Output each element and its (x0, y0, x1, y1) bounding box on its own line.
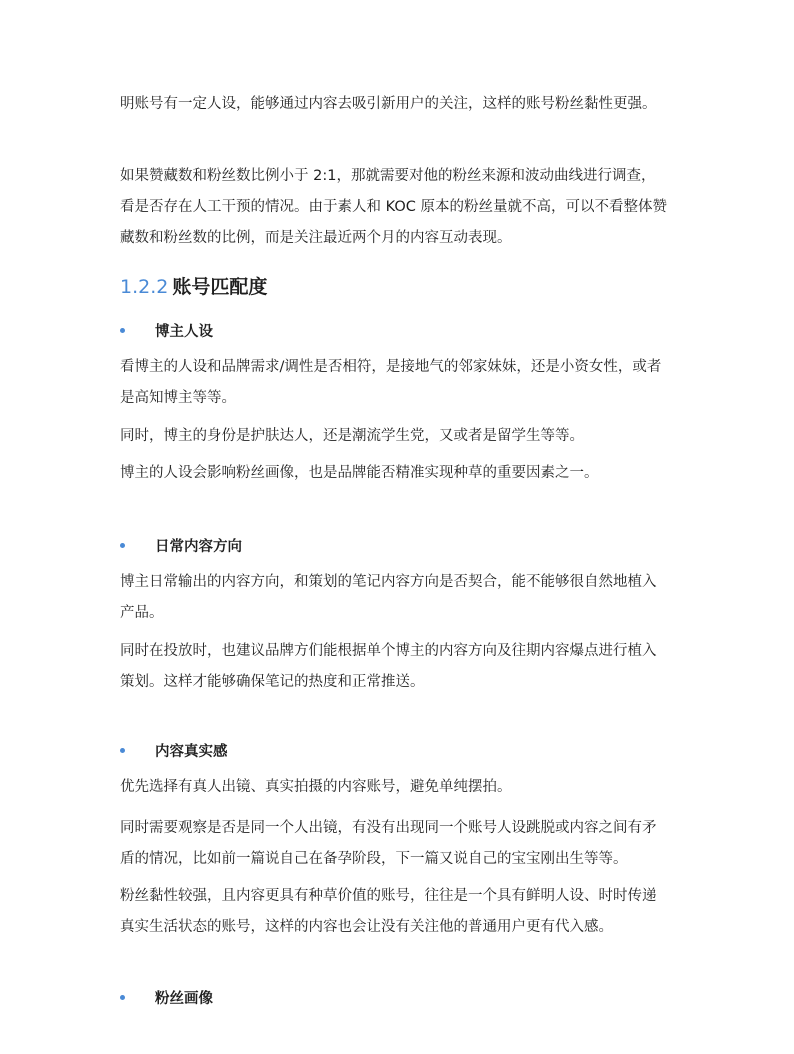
intro-paragraph-2-line-2: 看是否存在人工干预的情况。由于素人和 KOC 原本的粉丝量就不高，可以不看整体赞 (120, 199, 667, 215)
bullet-authenticity (118, 738, 228, 762)
authenticity-line-2: 同时需要观察是否是同一个人出镜，有没有出现同一个账号人设跳脱或内容之间有矛 (120, 820, 657, 836)
bullet-dot-icon (120, 328, 125, 333)
bullet-label: 日常内容方向 (155, 538, 242, 555)
authenticity-line-5: 真实生活状态的账号，这样的内容也会让没有关注他的普通用户更有代入感。 (120, 919, 613, 935)
persona-line-2: 是高知博主等等。 (120, 390, 236, 406)
bullet-dot-icon (120, 543, 125, 548)
intro-paragraph-2-line-3: 藏数和粉丝数的比例，而是关注最近两个月的内容互动表现。 (120, 230, 512, 246)
section-title: 账号匹配度 (172, 276, 268, 298)
persona-line-1: 看博主的人设和品牌需求/调性是否相符，是接地气的邻家妹妹，还是小资女性，或者 (120, 359, 662, 375)
bullet-label: 博主人设 (155, 323, 213, 340)
direction-line-4: 策划。这样才能够确保笔记的热度和正常推送。 (120, 674, 425, 690)
section-heading (120, 272, 267, 302)
intro-paragraph-2-line-1: 如果赞藏数和粉丝数比例小于 2:1，那就需要对他的粉丝来源和波动曲线进行调查， (120, 168, 656, 184)
section-number: 1.2.2 (120, 276, 169, 298)
direction-line-1: 博主日常输出的内容方向，和策划的笔记内容方向是否契合，能不能够很自然地植入 (120, 574, 657, 590)
bullet-persona (118, 318, 213, 342)
bullet-fan-profile (118, 985, 213, 1009)
authenticity-line-4: 粉丝黏性较强，且内容更具有种草价值的账号，往往是一个具有鲜明人设、时时传递 (120, 888, 657, 904)
bullet-label: 内容真实感 (155, 743, 228, 760)
intro-paragraph-1: 明账号有一定人设，能够通过内容去吸引新用户的关注，这样的账号粉丝黏性更强。 (120, 96, 657, 112)
bullet-content-direction (118, 533, 242, 557)
direction-line-3: 同时在投放时，也建议品牌方们能根据单个博主的内容方向及往期内容爆点进行植入 (120, 643, 657, 659)
persona-line-3: 同时，博主的身份是护肤达人，还是潮流学生党，又或者是留学生等等。 (120, 428, 584, 444)
authenticity-line-1: 优先选择有真人出镜、真实拍摄的内容账号，避免单纯摆拍。 (120, 779, 512, 795)
bullet-dot-icon (120, 995, 125, 1000)
bullet-dot-icon (120, 748, 125, 753)
direction-line-2: 产品。 (120, 605, 164, 621)
persona-line-4: 博主的人设会影响粉丝画像，也是品牌能否精准实现种草的重要因素之一。 (120, 465, 599, 481)
authenticity-line-3: 盾的情况，比如前一篇说自己在备孕阶段，下一篇又说自己的宝宝刚出生等等。 (120, 851, 628, 867)
bullet-label: 粉丝画像 (155, 990, 213, 1007)
